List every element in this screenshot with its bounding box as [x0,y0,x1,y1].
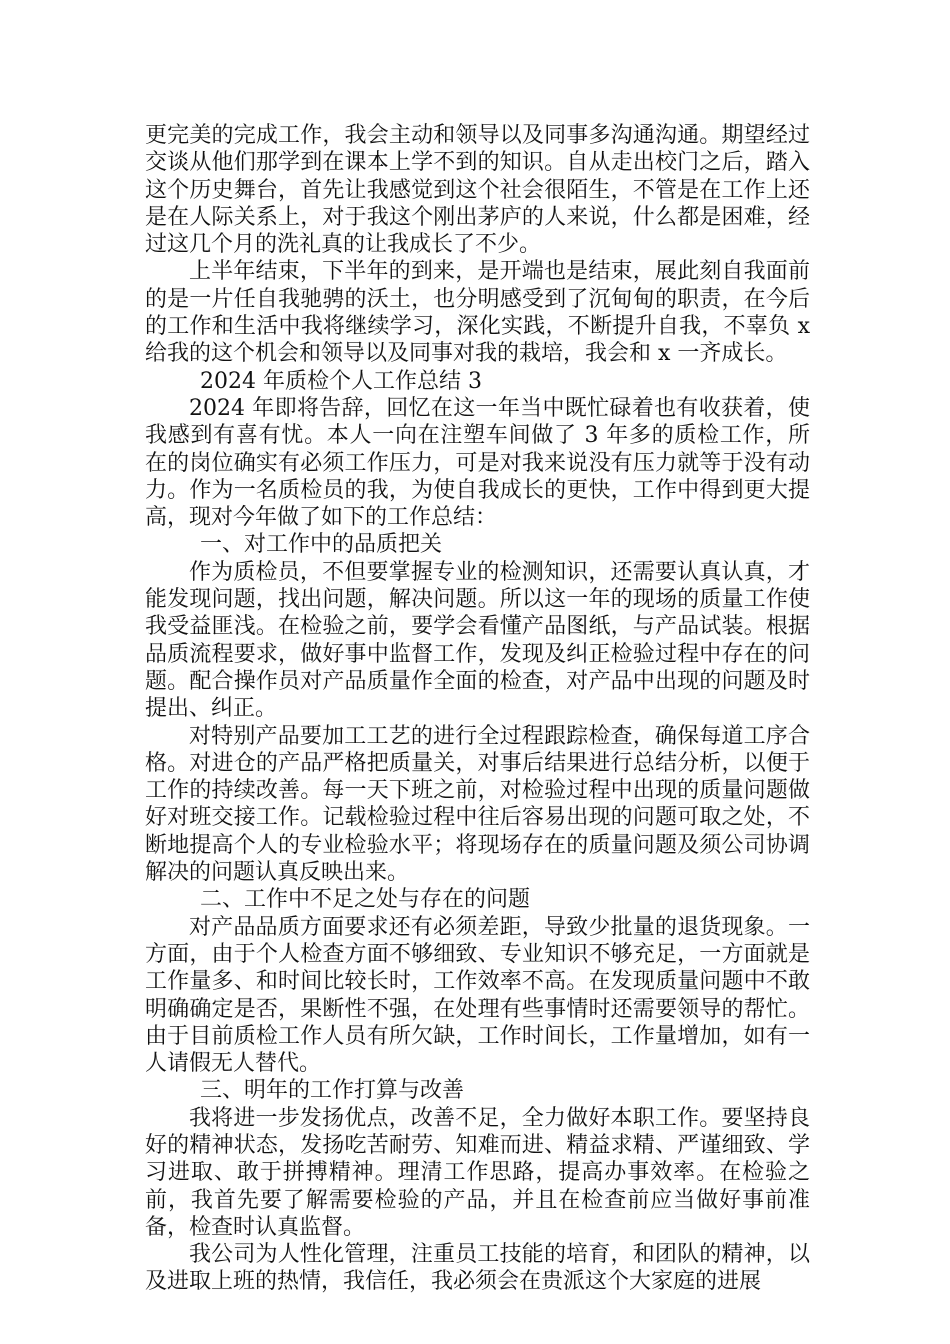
heading-quality-control: 一、对工作中的品质把关 [200,532,443,558]
paragraph-shortcomings: 对产品品质方面要求还有必须差距，导致少批量的退货现象。一方面，由于个人检查方面不够细致、专业知识不够充足，一方面就是工作量多、和时间比较长时，工作效率不高。在发现质量问题中不敢明确确定是否，果断性不强，在处理有些事情时还需要领导的帮忙。由于目前质检工作人员有所欠缺，工作时间长，工作量增加，如有一人请假无人替代。 [145,914,810,1077]
paragraph-company: 我公司为人性化管理，注重员工技能的培育，和团队的精神，以及进取上班的热情，我信任，我必须会在贵派这个大家庭的进展 [145,1242,810,1295]
paragraph-continuation: 更完美的完成工作，我会主动和领导以及同事多沟通沟通。期望经过交谈从他们那学到在课本上学不到的知识。自从走出校门之后，踏入这个历史舞台，首先让我感觉到这个社会很陌生，不管是在工作上还是在人际关系上，对于我这个刚出茅庐的人来说，什么都是困难，经过这几个月的洗礼真的让我成长了不少。 [145,123,810,258]
paragraph-half-year-end: 上半年结束，下半年的到来，是开端也是结束，展此刻自我面前的是一片任自我驰骋的沃土，也分明感受到了沉甸甸的职责，在今后的工作和生活中我将继续学习，深化实践，不断提升自我，不辜负 x 给我的这个机会和领导以及同事对我的栽培，我会和 x 一齐成长。 [145,259,810,367]
heading-next-year-plan: 三、明年的工作打算与改善 [200,1078,465,1104]
section-title: 2024 年质检个人工作总结 3 [200,368,482,394]
heading-shortcomings: 二、工作中不足之处与存在的问题 [200,887,531,913]
document-page [145,122,810,1296]
paragraph-inspector-duties: 作为质检员，不但要掌握专业的检测知识，还需要认真认真，才能发现问题，找出问题，解决问题。所以这一年的现场的质量工作使我受益匪浅。在检验之前，要学会看懂产品图纸，与产品试装。根据品质流程要求，做好事中监督工作，发现及纠正检验过程中存在的问题。配合操作员对产品质量作全面的检查，对产品中出现的问题及时提出、纠正。 [145,559,810,722]
paragraph-intro: 2024 年即将告辞，回忆在这一年当中既忙碌着也有收获着，使我感到有喜有忧。本人一向在注塑车间做了 3 年多的质检工作，所在的岗位确实有必须工作压力，可是对我来说没有压力就等于没有动力。作为一名质检员的我，为使自我成长的更快，工作中得到更大提高，现对今年做了如下的工作总结： [145,395,810,531]
paragraph-special-products: 对特别产品要加工工艺的进行全过程跟踪检查，确保每道工序合格。对进仓的产品严格把质量关，对事后结果进行总结分析，以便于工作的持续改善。每一天下班之前，对检验过程中出现的质量问题做好对班交接工作。记载检验过程中往后容易出现的问题可取之处，不断地提高个人的专业检验水平；将现场存在的质量问题及须公司协调解决的问题认真反映出来。 [145,723,810,886]
paragraph-next-year-plan: 我将进一步发扬优点，改善不足，全力做好本职工作。要坚持良好的精神状态，发扬吃苦耐劳、知难而进、精益求精、严谨细致、学习进取、敢于拼搏精神。理清工作思路，提高办事效率。在检验之前，我首先要了解需要检验的产品，并且在检查前应当做好事前准备，检查时认真监督。 [145,1105,810,1240]
